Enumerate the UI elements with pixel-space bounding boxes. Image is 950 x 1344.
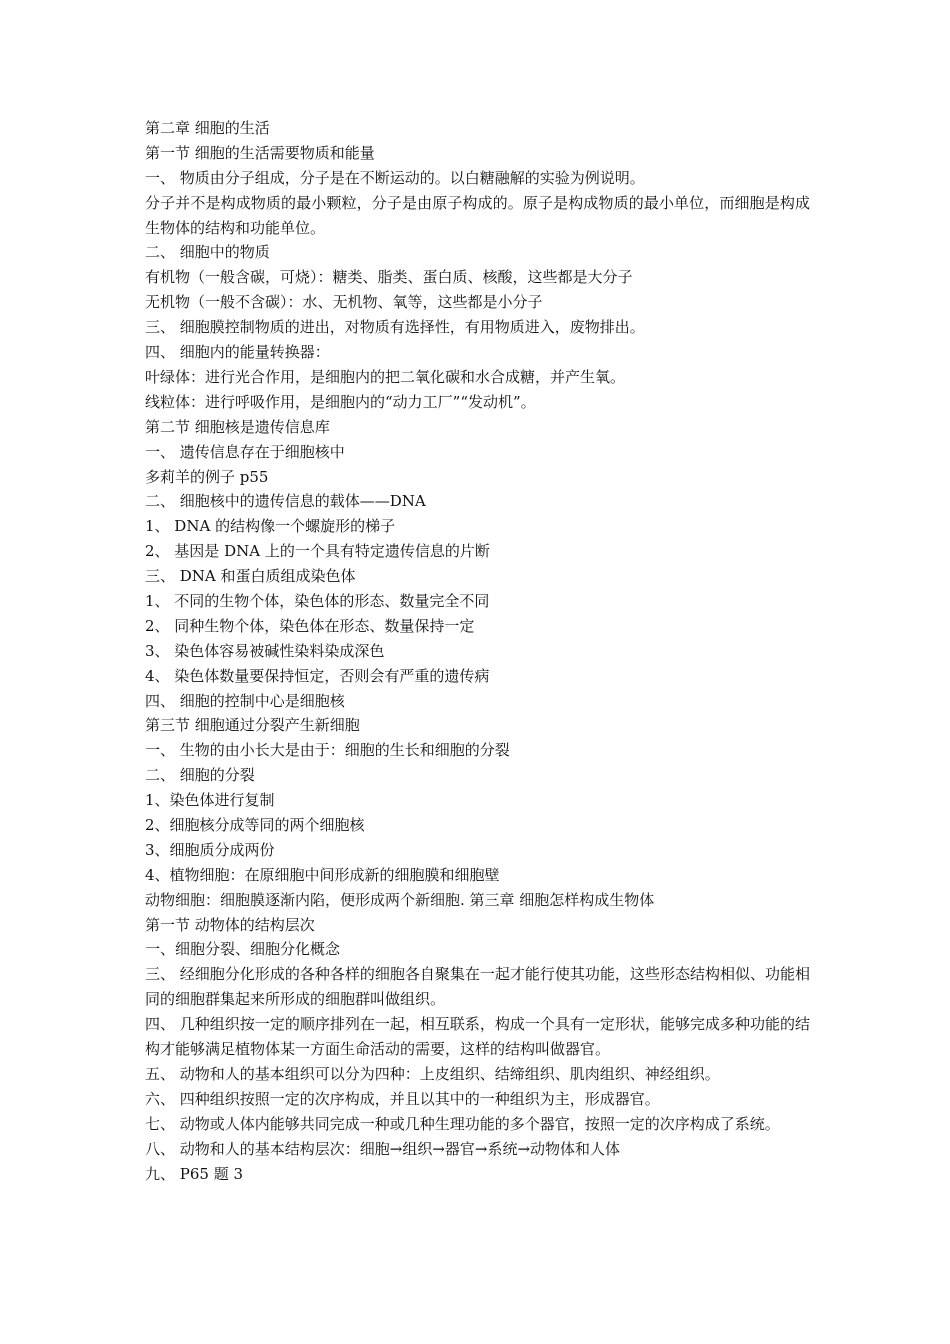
- paragraph: 分子并不是构成物质的最小颗粒，分子是由原子构成的。原子是构成物质的最小单位，而细胞是构成生物体的结构和功能单位。: [145, 193, 810, 237]
- text-line: 三、 DNA 和蛋白质组成染色体: [145, 567, 356, 586]
- text-line: 四、 细胞的控制中心是细胞核: [145, 691, 345, 710]
- text-line: 4、 染色体数量要保持恒定，否则会有严重的遗传病: [145, 666, 490, 685]
- text-line: 八、 动物和人的基本结构层次：细胞→组织→器官→系统→动物体和人体: [145, 1139, 621, 1158]
- text-line: 线粒体：进行呼吸作用，是细胞内的“动力工厂”“发动机”。: [145, 392, 536, 411]
- text-line: 1、 不同的生物个体，染色体的形态、数量完全不同: [145, 591, 490, 610]
- text-line: 3、细胞质分成两份: [145, 840, 275, 859]
- text-line: 1、染色体进行复制: [145, 791, 275, 810]
- text-line: 叶绿体：进行光合作用，是细胞内的把二氧化碳和水合成糖，并产生氧。: [145, 367, 626, 386]
- text-line: 一、 生物的由小长大是由于：细胞的生长和细胞的分裂: [145, 741, 510, 760]
- text-line: 九、 P65 题 3: [145, 1164, 244, 1183]
- paragraph: 三、 经细胞分化形成的各种各样的细胞各自聚集在一起才能行使其功能，这些形态结构相似、功能相同的细胞群集起来所形成的细胞群叫做组织。: [145, 965, 810, 1009]
- text-line: 有机物（一般含碳，可烧）：糖类、脂类、蛋白质、核酸，这些都是大分子: [145, 268, 633, 287]
- text-line: 多莉羊的例子 p55: [145, 467, 269, 486]
- text-line: 二、 细胞中的物质: [145, 243, 270, 262]
- text-line: 3、 染色体容易被碱性染料染成深色: [145, 641, 385, 660]
- paragraph: 七、 动物或人体内能够共同完成一种或几种生理功能的多个器官，按照一定的次序构成了系统。: [145, 1114, 780, 1133]
- section-title: 第二节 细胞核是遗传信息库: [145, 417, 330, 436]
- text-line: 三、 细胞膜控制物质的进出，对物质有选择性，有用物质进入，废物排出。: [145, 318, 645, 337]
- document-body: [145, 116, 810, 1186]
- text-line: 2、 同种生物个体，染色体在形态、数量保持一定: [145, 616, 475, 635]
- section-title: 第三节 细胞通过分裂产生新细胞: [145, 716, 360, 735]
- text-line: 一、 遗传信息存在于细胞核中: [145, 442, 345, 461]
- section-title: 第一节 细胞的生活需要物质和能量: [145, 143, 375, 162]
- text-line: 无机物（一般不含碳）：水、无机物、氧等，这些都是小分子: [145, 293, 543, 312]
- text-line: 4、植物细胞：在原细胞中间形成新的细胞膜和细胞壁: [145, 865, 500, 884]
- text-line: 五、 动物和人的基本组织可以分为四种：上皮组织、结缔组织、肌肉组织、神经组织。: [145, 1064, 720, 1083]
- text-line: 四、 细胞内的能量转换器：: [145, 343, 330, 362]
- text-line: 2、 基因是 DNA 上的一个具有特定遗传信息的片断: [145, 542, 490, 561]
- text-line: 一、细胞分裂、细胞分化概念: [145, 940, 341, 959]
- section-title: 第一节 动物体的结构层次: [145, 915, 315, 934]
- text-line: 动物细胞：细胞膜逐渐内陷，便形成两个新细胞. 第三章 细胞怎样构成生物体: [145, 890, 655, 909]
- text-line: 2、细胞核分成等同的两个细胞核: [145, 815, 365, 834]
- paragraph: 四、 几种组织按一定的顺序排列在一起，相互联系，构成一个具有一定形状，能够完成多种功能的结构才能够满足植物体某一方面生命活动的需要，这样的结构叫做器官。: [145, 1015, 810, 1059]
- text-line: 一、 物质由分子组成，分子是在不断运动的。以白糖融解的实验为例说明。: [145, 168, 645, 187]
- text-line: 二、 细胞核中的遗传信息的载体——DNA: [145, 492, 426, 511]
- chapter-title: 第二章 细胞的生活: [145, 119, 270, 137]
- text-line: 六、 四种组织按照一定的次序构成，并且以其中的一种组织为主，形成器官。: [145, 1089, 660, 1108]
- text-line: 二、 细胞的分裂: [145, 766, 255, 785]
- text-line: 1、 DNA 的结构像一个螺旋形的梯子: [145, 517, 396, 536]
